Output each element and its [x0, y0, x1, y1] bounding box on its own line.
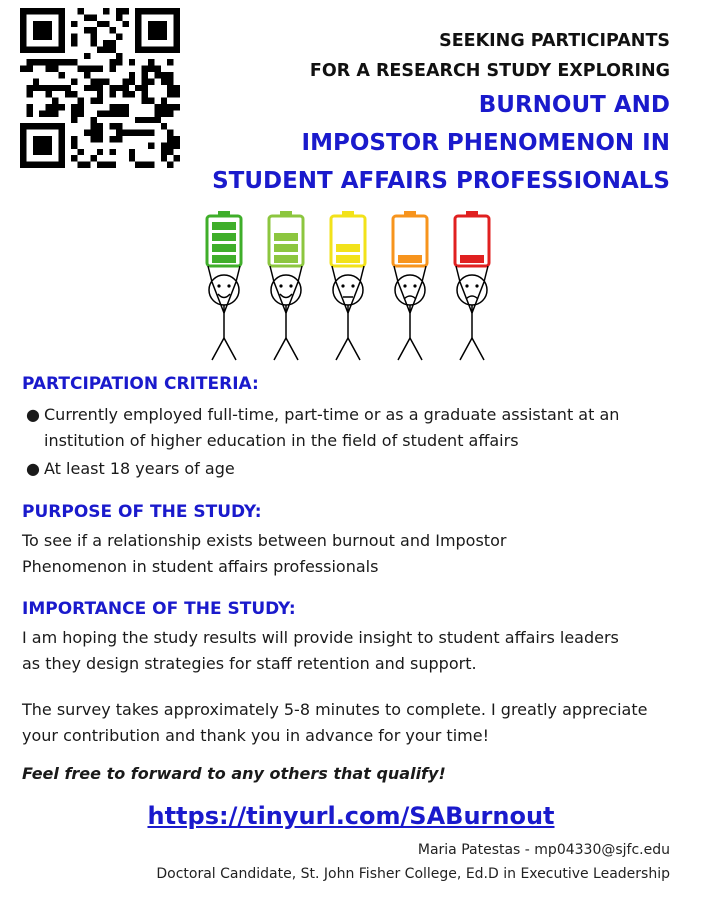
- battery-level-bar: [336, 244, 360, 252]
- figure-leg: [460, 338, 472, 360]
- figure-arm: [456, 266, 460, 282]
- battery-level-bar: [274, 255, 298, 263]
- criteria-item-text: At least 18 years of age: [44, 459, 235, 478]
- figure-leg: [212, 338, 224, 360]
- figure-eye: [351, 284, 354, 287]
- criteria-item: [26, 402, 684, 454]
- purpose-text: To see if a relationship exists between burnout and Impostor Phenomenon in student affairs professionals: [22, 531, 507, 576]
- header-line-2: FOR A RESEARCH STUDY EXPLORING: [309, 61, 670, 81]
- survey-note: The survey takes approximately 5-8 minutes to complete. I greatly appreciate your contribution and thank you in advance for your time!: [22, 700, 648, 745]
- battery-level-bar: [212, 233, 236, 241]
- figure-eye: [289, 284, 292, 287]
- survey-link[interactable]: https://tinyurl.com/SABurnout: [147, 802, 555, 830]
- battery-level-bar: [212, 244, 236, 252]
- criteria-item-text: Currently employed full-time, part-time or as a graduate assistant at an institution of higher education in the field of student affairs: [44, 405, 620, 450]
- forward-note: Feel free to forward to any others that qualify!: [22, 764, 446, 783]
- figure-eye: [217, 284, 220, 287]
- criteria-item: [26, 456, 684, 482]
- battery-level-bar: [398, 255, 422, 263]
- header: [212, 26, 670, 200]
- figure-head: [271, 275, 301, 305]
- qr-code[interactable]: [20, 8, 180, 168]
- title-line-1: BURNOUT AND: [478, 92, 670, 118]
- figure-leg: [224, 338, 236, 360]
- figure-leg: [472, 338, 484, 360]
- figure-arm: [422, 266, 426, 282]
- battery-figures-illustration: [194, 210, 504, 370]
- signature-title: Doctoral Candidate, St. John Fisher College, Ed.D in Executive Leadership: [156, 866, 670, 882]
- signature-contact: Maria Patestas - mp04330@sjfc.edu: [417, 842, 670, 858]
- battery-level-bar: [212, 222, 236, 230]
- figure-arm: [298, 266, 302, 282]
- criteria-heading: PARTCIPATION CRITERIA:: [22, 374, 259, 394]
- figure-eye: [227, 284, 230, 287]
- battery-level-bar: [460, 255, 484, 263]
- figure-head: [209, 275, 239, 305]
- battery-level-bar: [274, 233, 298, 241]
- figure-head: [395, 275, 425, 305]
- battery-level-bar: [274, 244, 298, 252]
- figure-head: [457, 275, 487, 305]
- purpose-heading: PURPOSE OF THE STUDY:: [22, 502, 262, 522]
- figure-arm: [270, 266, 274, 282]
- figure-head: [333, 275, 363, 305]
- figure-eye: [465, 284, 468, 287]
- importance-text: I am hoping the study results will provide insight to student affairs leaders as they design strategies for staff retention and support.: [22, 628, 619, 673]
- header-line-1: SEEKING PARTICIPANTS: [439, 31, 670, 51]
- figure-leg: [336, 338, 348, 360]
- figure-leg: [348, 338, 360, 360]
- figure-leg: [286, 338, 298, 360]
- figure-eye: [475, 284, 478, 287]
- figure-arm: [360, 266, 364, 282]
- figure-eye: [403, 284, 406, 287]
- figure-arm: [394, 266, 398, 282]
- battery-level-bar: [336, 255, 360, 263]
- figure-leg: [398, 338, 410, 360]
- figure-arm: [236, 266, 240, 282]
- title-line-2: IMPOSTOR PHENOMENON IN: [301, 130, 670, 156]
- figure-leg: [274, 338, 286, 360]
- importance-heading: IMPORTANCE OF THE STUDY:: [22, 599, 296, 619]
- bullet-icon: ●: [26, 405, 40, 424]
- figure-eye: [341, 284, 344, 287]
- figure-arm: [208, 266, 212, 282]
- bullet-icon: ●: [26, 459, 40, 478]
- figure-arm: [484, 266, 488, 282]
- battery-level-bar: [212, 255, 236, 263]
- figure-arm: [332, 266, 336, 282]
- title-line-3: STUDENT AFFAIRS PROFESSIONALS: [212, 168, 670, 194]
- figure-eye: [279, 284, 282, 287]
- figure-eye: [413, 284, 416, 287]
- figure-leg: [410, 338, 422, 360]
